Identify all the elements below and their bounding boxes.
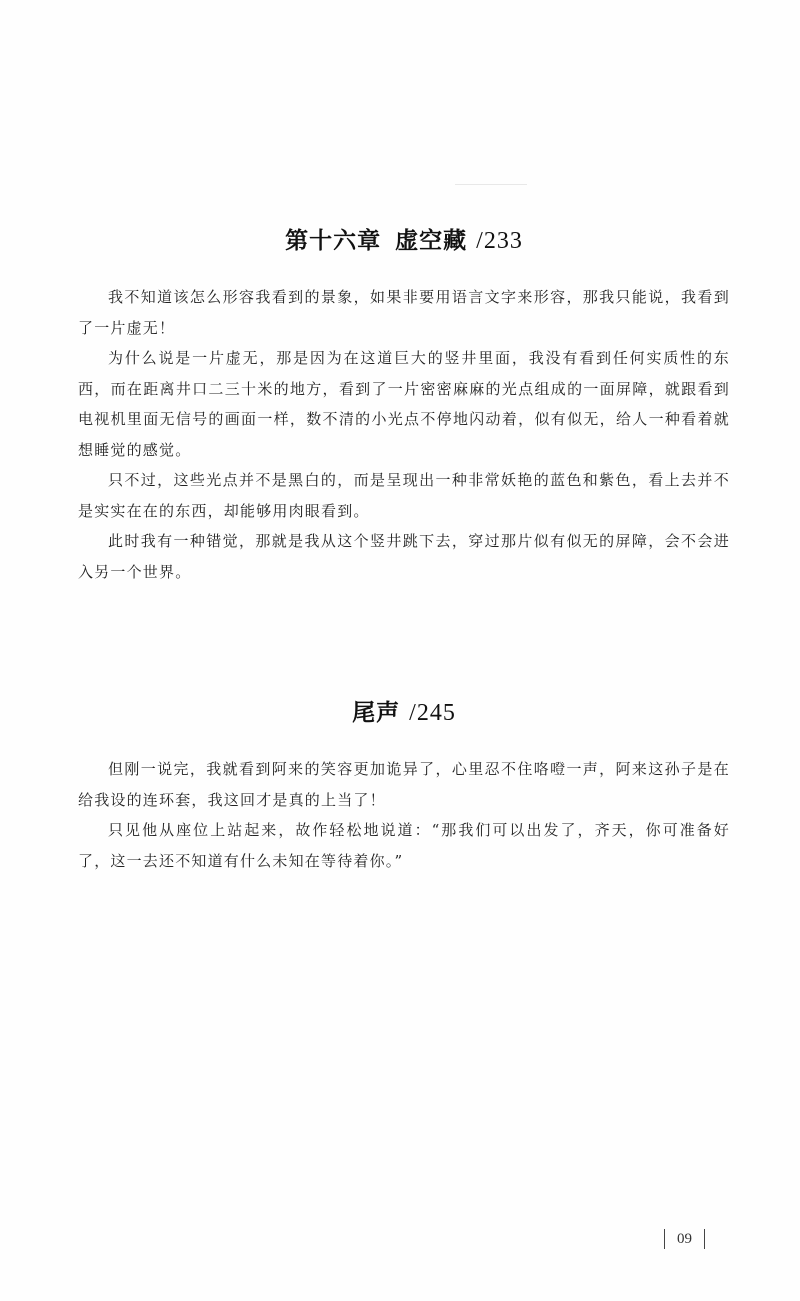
epilogue-paragraph-1: 但刚一说完，我就看到阿来的笑容更加诡异了，心里忍不住咯噔一声，阿来这孙子是在给我设的连环套，我这回才是真的上当了！ xyxy=(78,760,730,809)
folio-right-rule xyxy=(704,1229,705,1249)
page-number-block xyxy=(664,1227,705,1251)
chapter-16-paragraph-4: 此时我有一种错觉，那就是我从这个竖井跳下去，穿过那片似有似无的屏障，会不会进入另一个世界。 xyxy=(78,532,730,581)
epilogue-paragraph-2: 只见他从座位上站起来，故作轻松地说道：“那我们可以出发了，齐天，你可准备好了，这一去还不知道有什么未知在等待着你。” xyxy=(78,821,730,870)
chapter-16-name: 虚空藏 xyxy=(395,227,468,254)
chapter-16-excerpt xyxy=(78,224,730,587)
epilogue-name: 尾声 xyxy=(352,699,401,726)
chapter-16-number: 第十六章 xyxy=(285,227,382,254)
chapter-16-paragraph-2: 为什么说是一片虚无，那是因为在这道巨大的竖井里面，我没有看到任何实质性的东西，而在距离井口二三十米的地方，看到了一片密密麻麻的光点组成的一面屏障，就跟看到电视机里面无信号的画面一样，数不清的小光点不停地闪动着，似有似无，给人一种看着就想睡觉的感觉。 xyxy=(78,349,730,459)
chapter-16-page-ref: /233 xyxy=(476,228,523,254)
epilogue-page-ref: /245 xyxy=(409,700,456,726)
chapter-16-heading xyxy=(78,224,730,258)
chapter-16-paragraph-1: 我不知道该怎么形容我看到的景象，如果非要用语言文字来形容，那我只能说，我看到了一片虚无！ xyxy=(78,288,730,337)
epilogue-heading xyxy=(78,696,730,730)
page-number: 09 xyxy=(677,1230,692,1247)
epilogue-excerpt xyxy=(78,696,730,876)
chapter-16-paragraph-3: 只不过，这些光点并不是黑白的，而是呈现出一种非常妖艳的蓝色和紫色，看上去并不是实实在在的东西，却能够用肉眼看到。 xyxy=(78,471,730,520)
scan-mark xyxy=(455,184,527,185)
